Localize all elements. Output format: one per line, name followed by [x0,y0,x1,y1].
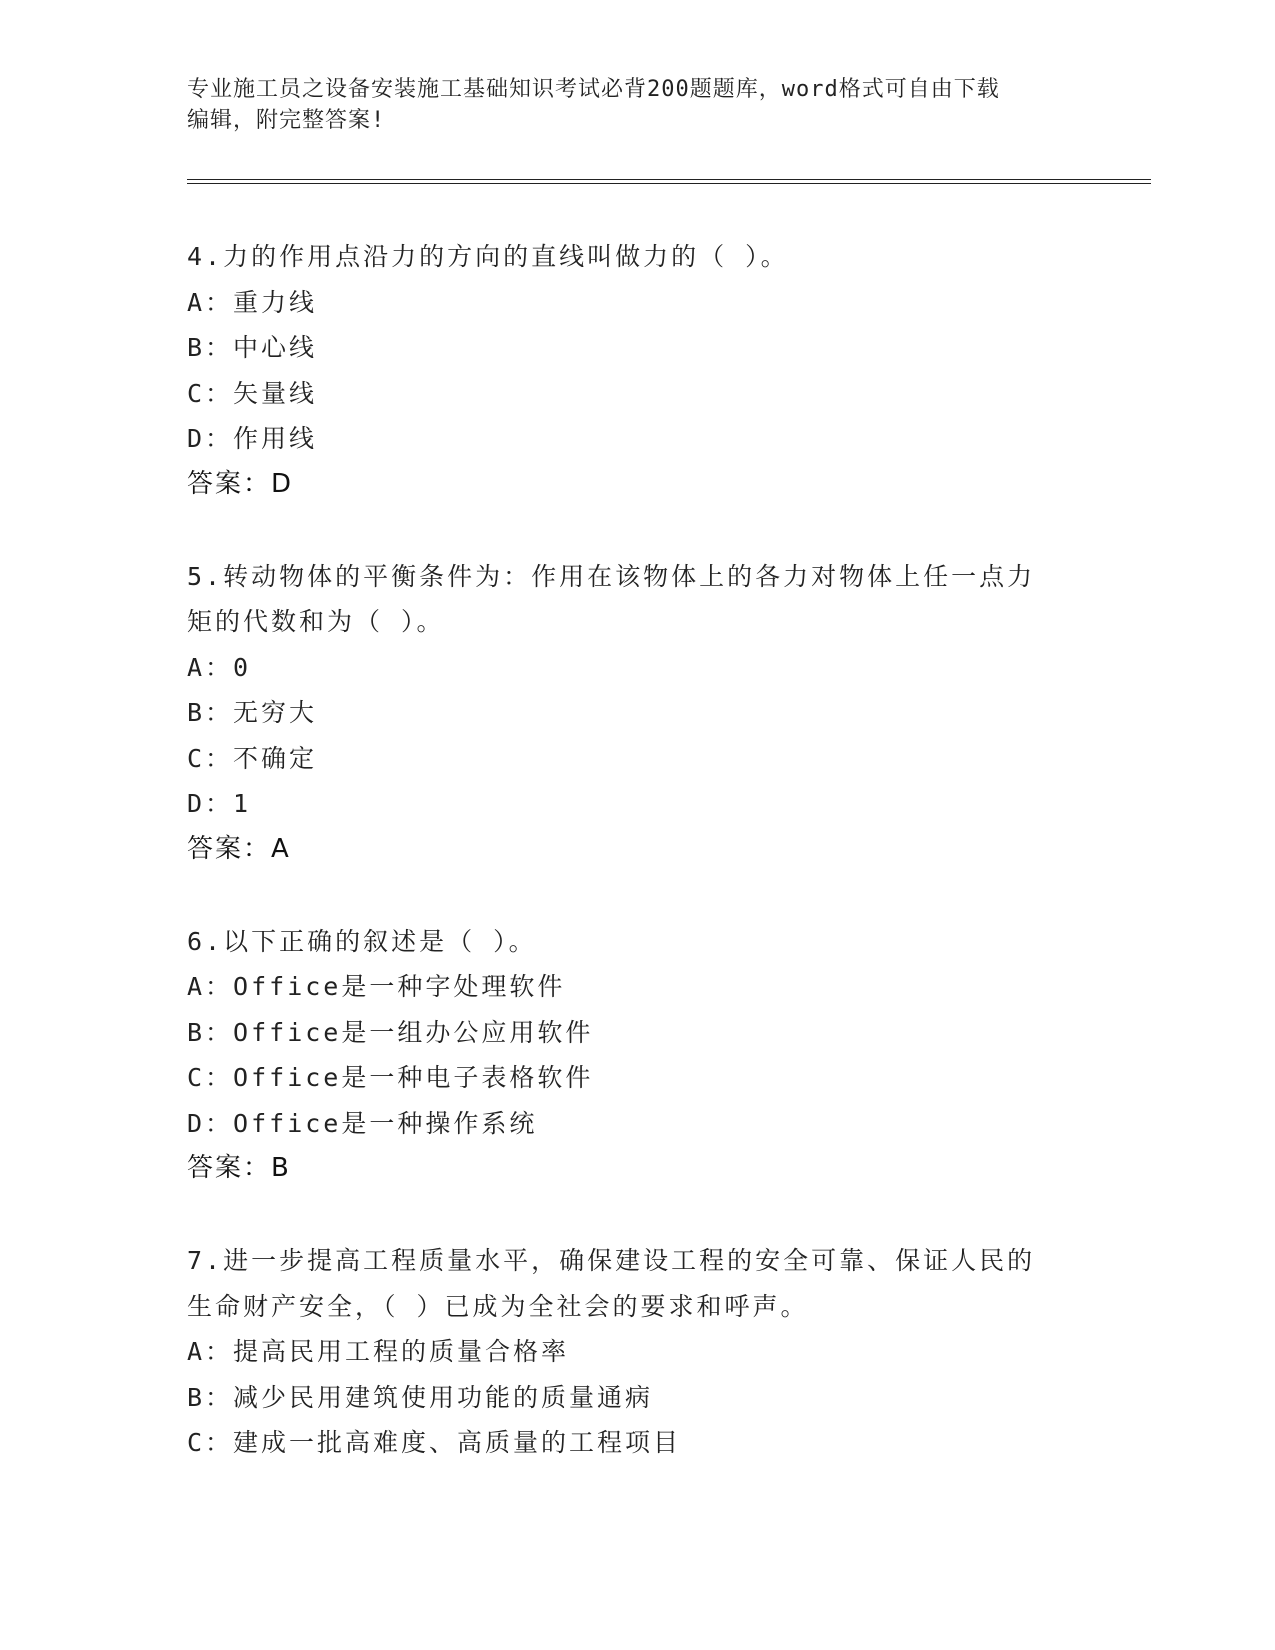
question-5 [187,554,1087,872]
question-text: 4.力的作用点沿力的方向的直线叫做力的（ ）。 [187,242,789,271]
header-divider-bottom [187,183,1151,184]
option-c: C：矢量线 [187,378,318,408]
question-text-continued: 生命财产安全，（ ）已成为全社会的要求和呼声。 [187,1291,809,1321]
option-d: D：1 [187,789,252,818]
question-7 [187,1238,1087,1466]
question-text: 6.以下正确的叙述是（ ）。 [187,926,537,956]
document-header [187,74,1087,136]
option-b: B：Office是一组办公应用软件 [187,1017,594,1047]
option-d: D：作用线 [187,424,318,453]
header-line-2: 编辑，附完整答案! [187,108,386,133]
answer-line: 答案：A [187,833,291,864]
question-text-continued: 矩的代数和为（ ）。 [187,607,445,636]
option-b: B：无穷大 [187,698,318,727]
question-4 [187,234,1087,507]
option-d: D：Office是一种操作系统 [187,1108,538,1138]
header-divider-top [187,179,1151,180]
answer-line: 答案：D [187,468,294,499]
option-c: C：Office是一种电子表格软件 [187,1063,594,1092]
option-a: A：重力线 [187,287,318,317]
option-a: A：提高民用工程的质量合格率 [187,1337,570,1366]
option-b: B：减少民用建筑使用功能的质量通病 [187,1382,654,1412]
answer-line: 答案：B [187,1153,291,1183]
question-text: 5.转动物体的平衡条件为：作用在该物体上的各力对物体上任一点力 [187,561,1036,591]
header-line-1: 专业施工员之设备安装施工基础知识考试必背200题题库，word格式可自由下载 [187,77,1000,102]
option-c: C：建成一批高难度、高质量的工程项目 [187,1428,682,1457]
option-b: B：中心线 [187,333,318,362]
option-a: A：0 [187,652,252,682]
option-c: C：不确定 [187,743,318,773]
option-a: A：Office是一种字处理软件 [187,972,566,1001]
question-6 [187,919,1087,1192]
question-list [187,234,1087,1513]
question-text: 7.进一步提高工程质量水平，确保建设工程的安全可靠、保证人民的 [187,1246,1036,1275]
